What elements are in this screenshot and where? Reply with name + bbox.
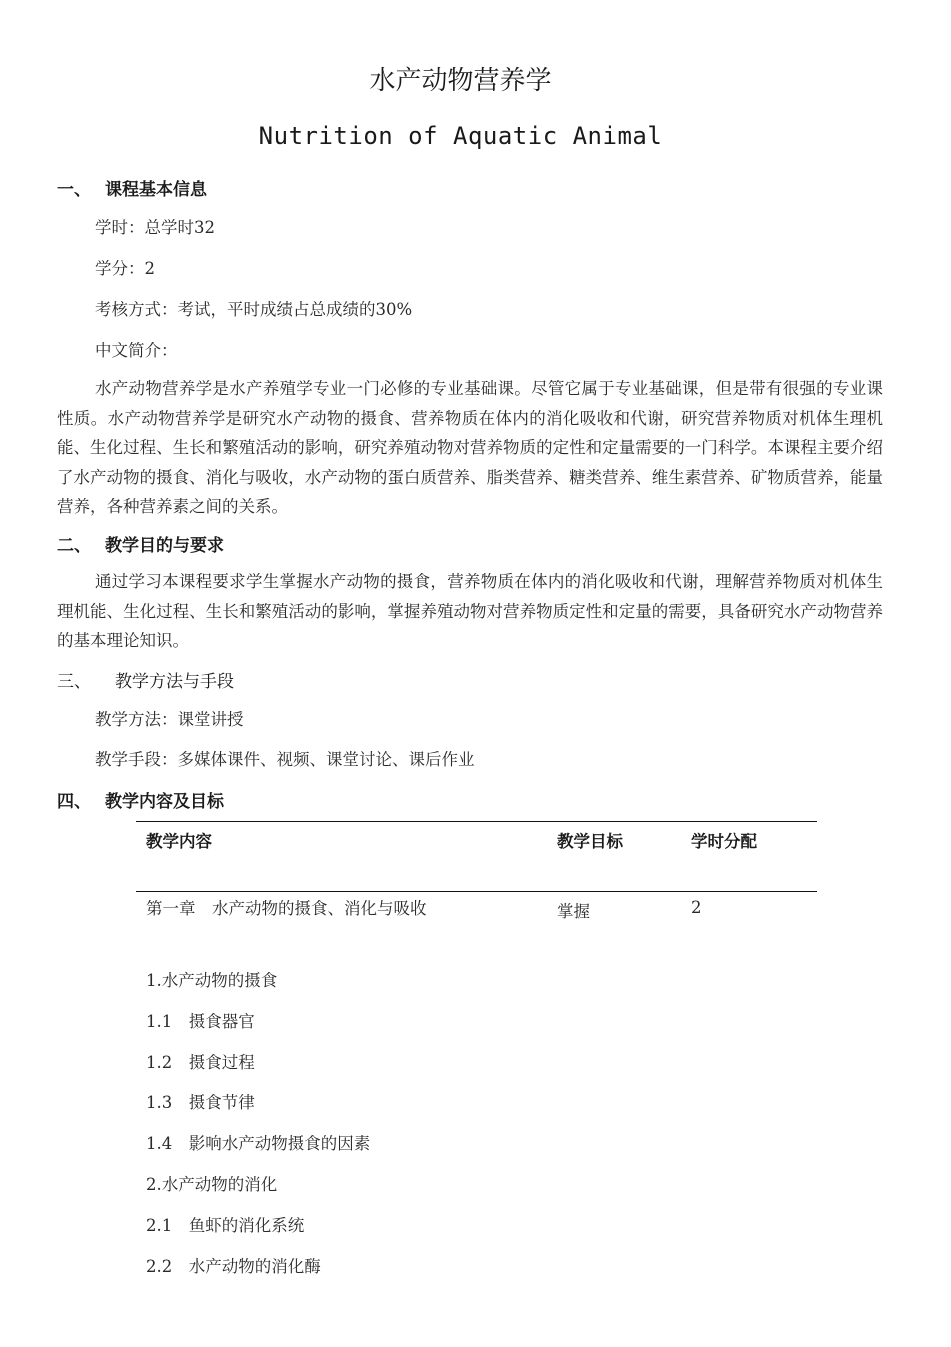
intro-label: 中文简介： bbox=[95, 341, 178, 360]
table-item: 2.2 水产动物的消化酶 bbox=[146, 1257, 321, 1276]
table-item: 1.1 摄食器官 bbox=[146, 1012, 255, 1031]
section-heading-objectives bbox=[57, 531, 224, 556]
objectives-paragraph: 通过学习本课程要求学生掌握水产动物的摄食，营养物质在体内的消化吸收和代谢，理解营养物质对机体生理机能、生化过程、生长和繁殖活动的影响，掌握养殖动物对营养物质定性和定量的需要，具备研究水产动物营养的基本理论知识。 bbox=[57, 572, 883, 650]
table-item: 1.水产动物的摄食 bbox=[146, 971, 278, 990]
table-chapter-title: 第一章 水产动物的摄食、消化与吸收 bbox=[146, 899, 427, 918]
section-heading-methods bbox=[57, 667, 234, 692]
assessment-method: 考核方式：考试，平时成绩占总成绩的30% bbox=[95, 300, 413, 319]
table-item: 2.1 鱼虾的消化系统 bbox=[146, 1216, 305, 1235]
section-title: 课程基本信息 bbox=[105, 180, 207, 200]
table-chapter-hours: 2 bbox=[691, 898, 702, 917]
course-hours: 学时：总学时32 bbox=[95, 218, 215, 237]
table-chapter-goal: 掌握 bbox=[557, 902, 590, 921]
course-credits: 学分：2 bbox=[95, 259, 155, 278]
table-item: 1.4 影响水产动物摄食的因素 bbox=[146, 1134, 371, 1153]
table-header-hours: 学时分配 bbox=[691, 832, 757, 851]
document-subtitle-english: Nutrition of Aquatic Animal bbox=[258, 122, 663, 150]
table-header-content: 教学内容 bbox=[146, 832, 212, 851]
section-title: 教学方法与手段 bbox=[115, 672, 234, 692]
section-title: 教学内容及目标 bbox=[105, 792, 224, 812]
section-number: 三、 bbox=[57, 672, 91, 692]
section-heading-basic-info bbox=[57, 175, 207, 200]
section-title: 教学目的与要求 bbox=[105, 536, 224, 556]
teaching-method: 教学方法：课堂讲授 bbox=[95, 710, 244, 729]
section-number: 四、 bbox=[57, 792, 91, 812]
section-number: 一、 bbox=[57, 180, 91, 200]
intro-paragraph: 水产动物营养学是水产养殖学专业一门必修的专业基础课。尽管它属于专业基础课，但是带有很强的专业课性质。水产动物营养学是研究水产动物的摄食、营养物质在体内的消化吸收和代谢，研究营养物质对机体生理机能、生化过程、生长和繁殖活动的影响，研究养殖动物对营养物质的定性和定量需要的一门科学。本课程主要介绍了水产动物的摄食、消化与吸收，水产动物的蛋白质营养、脂类营养、糖类营养、维生素营养、矿物质营养，能量营养，各种营养素之间的关系。 bbox=[57, 379, 883, 516]
table-header-rule bbox=[136, 891, 817, 892]
table-top-rule bbox=[136, 821, 817, 822]
teaching-means: 教学手段：多媒体课件、视频、课堂讨论、课后作业 bbox=[95, 750, 475, 769]
table-header-goal: 教学目标 bbox=[557, 832, 623, 851]
table-item: 1.3 摄食节律 bbox=[146, 1093, 255, 1112]
section-number: 二、 bbox=[57, 536, 91, 556]
table-item: 1.2 摄食过程 bbox=[146, 1053, 255, 1072]
document-title: 水产动物营养学 bbox=[369, 66, 552, 96]
section-heading-content bbox=[57, 787, 224, 812]
table-item: 2.水产动物的消化 bbox=[146, 1175, 278, 1194]
